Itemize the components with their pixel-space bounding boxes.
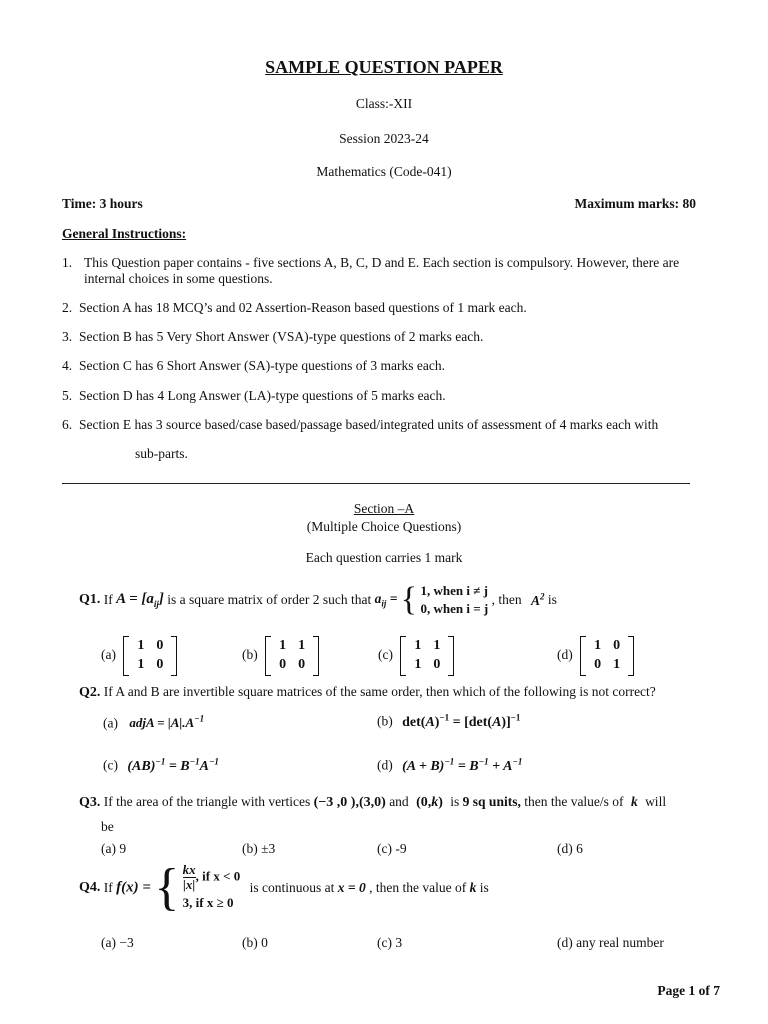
case-line: $\frac{kx}{|x|}$ , if x < 0: [182, 861, 241, 892]
instruction-number: 5.: [62, 388, 73, 403]
math-expr: k: [469, 880, 477, 895]
option-a: (a) 9: [101, 841, 127, 856]
question-text: If A and B are invertible square matrices of the same order, then which of the following is not correct?: [103, 684, 656, 699]
question-text: , then: [491, 592, 522, 607]
max-marks-label: Maximum marks: 80: [574, 196, 696, 211]
option-label: (b): [377, 713, 393, 729]
instruction-continuation: sub-parts.: [135, 446, 188, 461]
instruction-number: 2.: [62, 300, 73, 315]
question-text: then the value/s of: [524, 794, 624, 809]
math-expr: adjA = $|A|.A^{-1}$: [129, 714, 205, 731]
instruction-number: 3.: [62, 329, 73, 344]
question-text: is: [547, 592, 557, 607]
option-d: [377, 756, 522, 775]
question-label: Q4.: [79, 880, 101, 895]
page-number: Page 1 of 7: [657, 983, 720, 998]
math-expr: $A = [a_{ij}]$: [116, 591, 164, 609]
option-a: [103, 714, 204, 731]
option-label: (c): [378, 647, 393, 662]
question-3: [79, 794, 666, 811]
instruction-text: Section D has 4 Long Answer (LA)-type questions of 5 marks each.: [79, 388, 446, 403]
math-expr: x = 0: [337, 880, 366, 895]
paper-title: SAMPLE QUESTION PAPER: [265, 57, 503, 77]
option-label: (d): [377, 757, 393, 773]
question-text: be: [101, 819, 114, 834]
option-a: [101, 636, 177, 674]
question-text: and: [389, 794, 409, 809]
case-line: 3, if x ≥ 0: [182, 894, 234, 910]
option-matrix: 1 1 1 0: [400, 636, 454, 674]
question-2: [79, 684, 656, 701]
option-b: (b) 0: [242, 935, 268, 950]
question-text: is: [479, 880, 489, 895]
option-c: [378, 636, 454, 674]
math-expr: k: [630, 794, 638, 809]
instruction-text: Section C has 6 Short Answer (SA)-type questions of 3 marks each.: [79, 358, 445, 373]
brace-symbol: {: [154, 859, 180, 916]
question-label: Q3.: [79, 795, 101, 810]
section-title: Section –A: [353, 501, 415, 516]
question-text: If: [103, 592, 113, 607]
instruction-number: 4.: [62, 358, 73, 373]
question-text: is continuous at: [249, 880, 335, 895]
instruction-number: 1.: [62, 255, 73, 270]
option-c: (c) 3: [377, 935, 403, 950]
option-matrix: 1 0 0 1: [580, 636, 634, 674]
option-c: (c) -9: [377, 841, 407, 856]
subject-label: Mathematics (Code-041): [316, 164, 452, 179]
question-1: [79, 582, 557, 618]
separator-line: [62, 483, 690, 484]
instructions-heading: General Instructions:: [62, 226, 187, 241]
math-expr: $(A + B)^{-1} = B^{-1} + A^{-1}$: [402, 756, 523, 774]
instruction-text: Section A has 18 MCQ’s and 02 Assertion-Reason based questions of 1 mark each.: [79, 300, 527, 315]
math-expr: $a_{ij}$ =: [374, 591, 398, 609]
question-text: will: [645, 794, 667, 809]
option-b: (b) ±3: [242, 841, 276, 856]
time-label: Time: 3 hours: [62, 196, 143, 211]
math-expr: $A^2$: [530, 591, 545, 608]
option-b: [242, 636, 319, 674]
question-text: If the area of the triangle with vertices: [103, 794, 311, 809]
brace-symbol: {: [400, 581, 418, 618]
option-d: [557, 636, 634, 674]
option-a: (a) −3: [101, 935, 134, 950]
option-label: (a): [101, 647, 116, 662]
instruction-text: Section B has 5 Very Short Answer (VSA)-type questions of 2 marks each.: [79, 329, 484, 344]
option-b: [377, 712, 520, 731]
question-text: is a square matrix of order 2 such that: [167, 592, 372, 607]
option-c: [103, 756, 219, 775]
instruction-text: Section E has 3 source based/case based/passage based/integrated units of assessment of 4 marks each with: [79, 417, 659, 432]
option-d: (d) 6: [557, 841, 583, 856]
instruction-text: This Question paper contains - five sections A, B, C, D and E. Each section is compulsory. However, there are internal choices in some questions.: [84, 255, 680, 286]
math-expr: (0,k): [416, 795, 443, 810]
option-label: (d): [557, 647, 573, 662]
marks-note: Each question carries 1 mark: [305, 550, 463, 565]
session-label: Session 2023-24: [339, 131, 429, 146]
math-expr: (−3 ,0 ),(3,0): [313, 795, 386, 810]
question-text: , then the value of: [369, 880, 467, 895]
option-matrix: 1 1 0 0: [265, 636, 319, 674]
class-label: Class:-XII: [355, 96, 413, 111]
piecewise-cases: [421, 582, 489, 618]
piecewise-cases: [183, 863, 241, 914]
math-expr: f(x) =: [116, 879, 151, 896]
math-expr: $(AB)^{-1} = B^{-1}A^{-1}$: [127, 756, 219, 774]
question-text: 9 sq units,: [462, 794, 521, 809]
option-d: (d) any real number: [557, 935, 664, 950]
math-expr: $\det(A)^{-1} = [\det(A)]^{-1}$: [402, 712, 521, 730]
section-subtitle: (Multiple Choice Questions): [306, 519, 462, 534]
case-line: 0, when i = j: [420, 601, 489, 616]
option-label: (a): [103, 715, 118, 731]
option-label: (b): [242, 647, 258, 662]
question-text: is: [450, 794, 460, 809]
question-label: Q1.: [79, 592, 101, 607]
instruction-number: 6.: [62, 417, 73, 432]
case-line: 1, when i ≠ j: [420, 583, 488, 598]
question-4: [79, 859, 489, 916]
option-matrix: 1 0 1 0: [123, 636, 177, 674]
question-label: Q2.: [79, 685, 101, 700]
option-label: (c): [103, 757, 118, 773]
question-text: If: [103, 880, 113, 895]
